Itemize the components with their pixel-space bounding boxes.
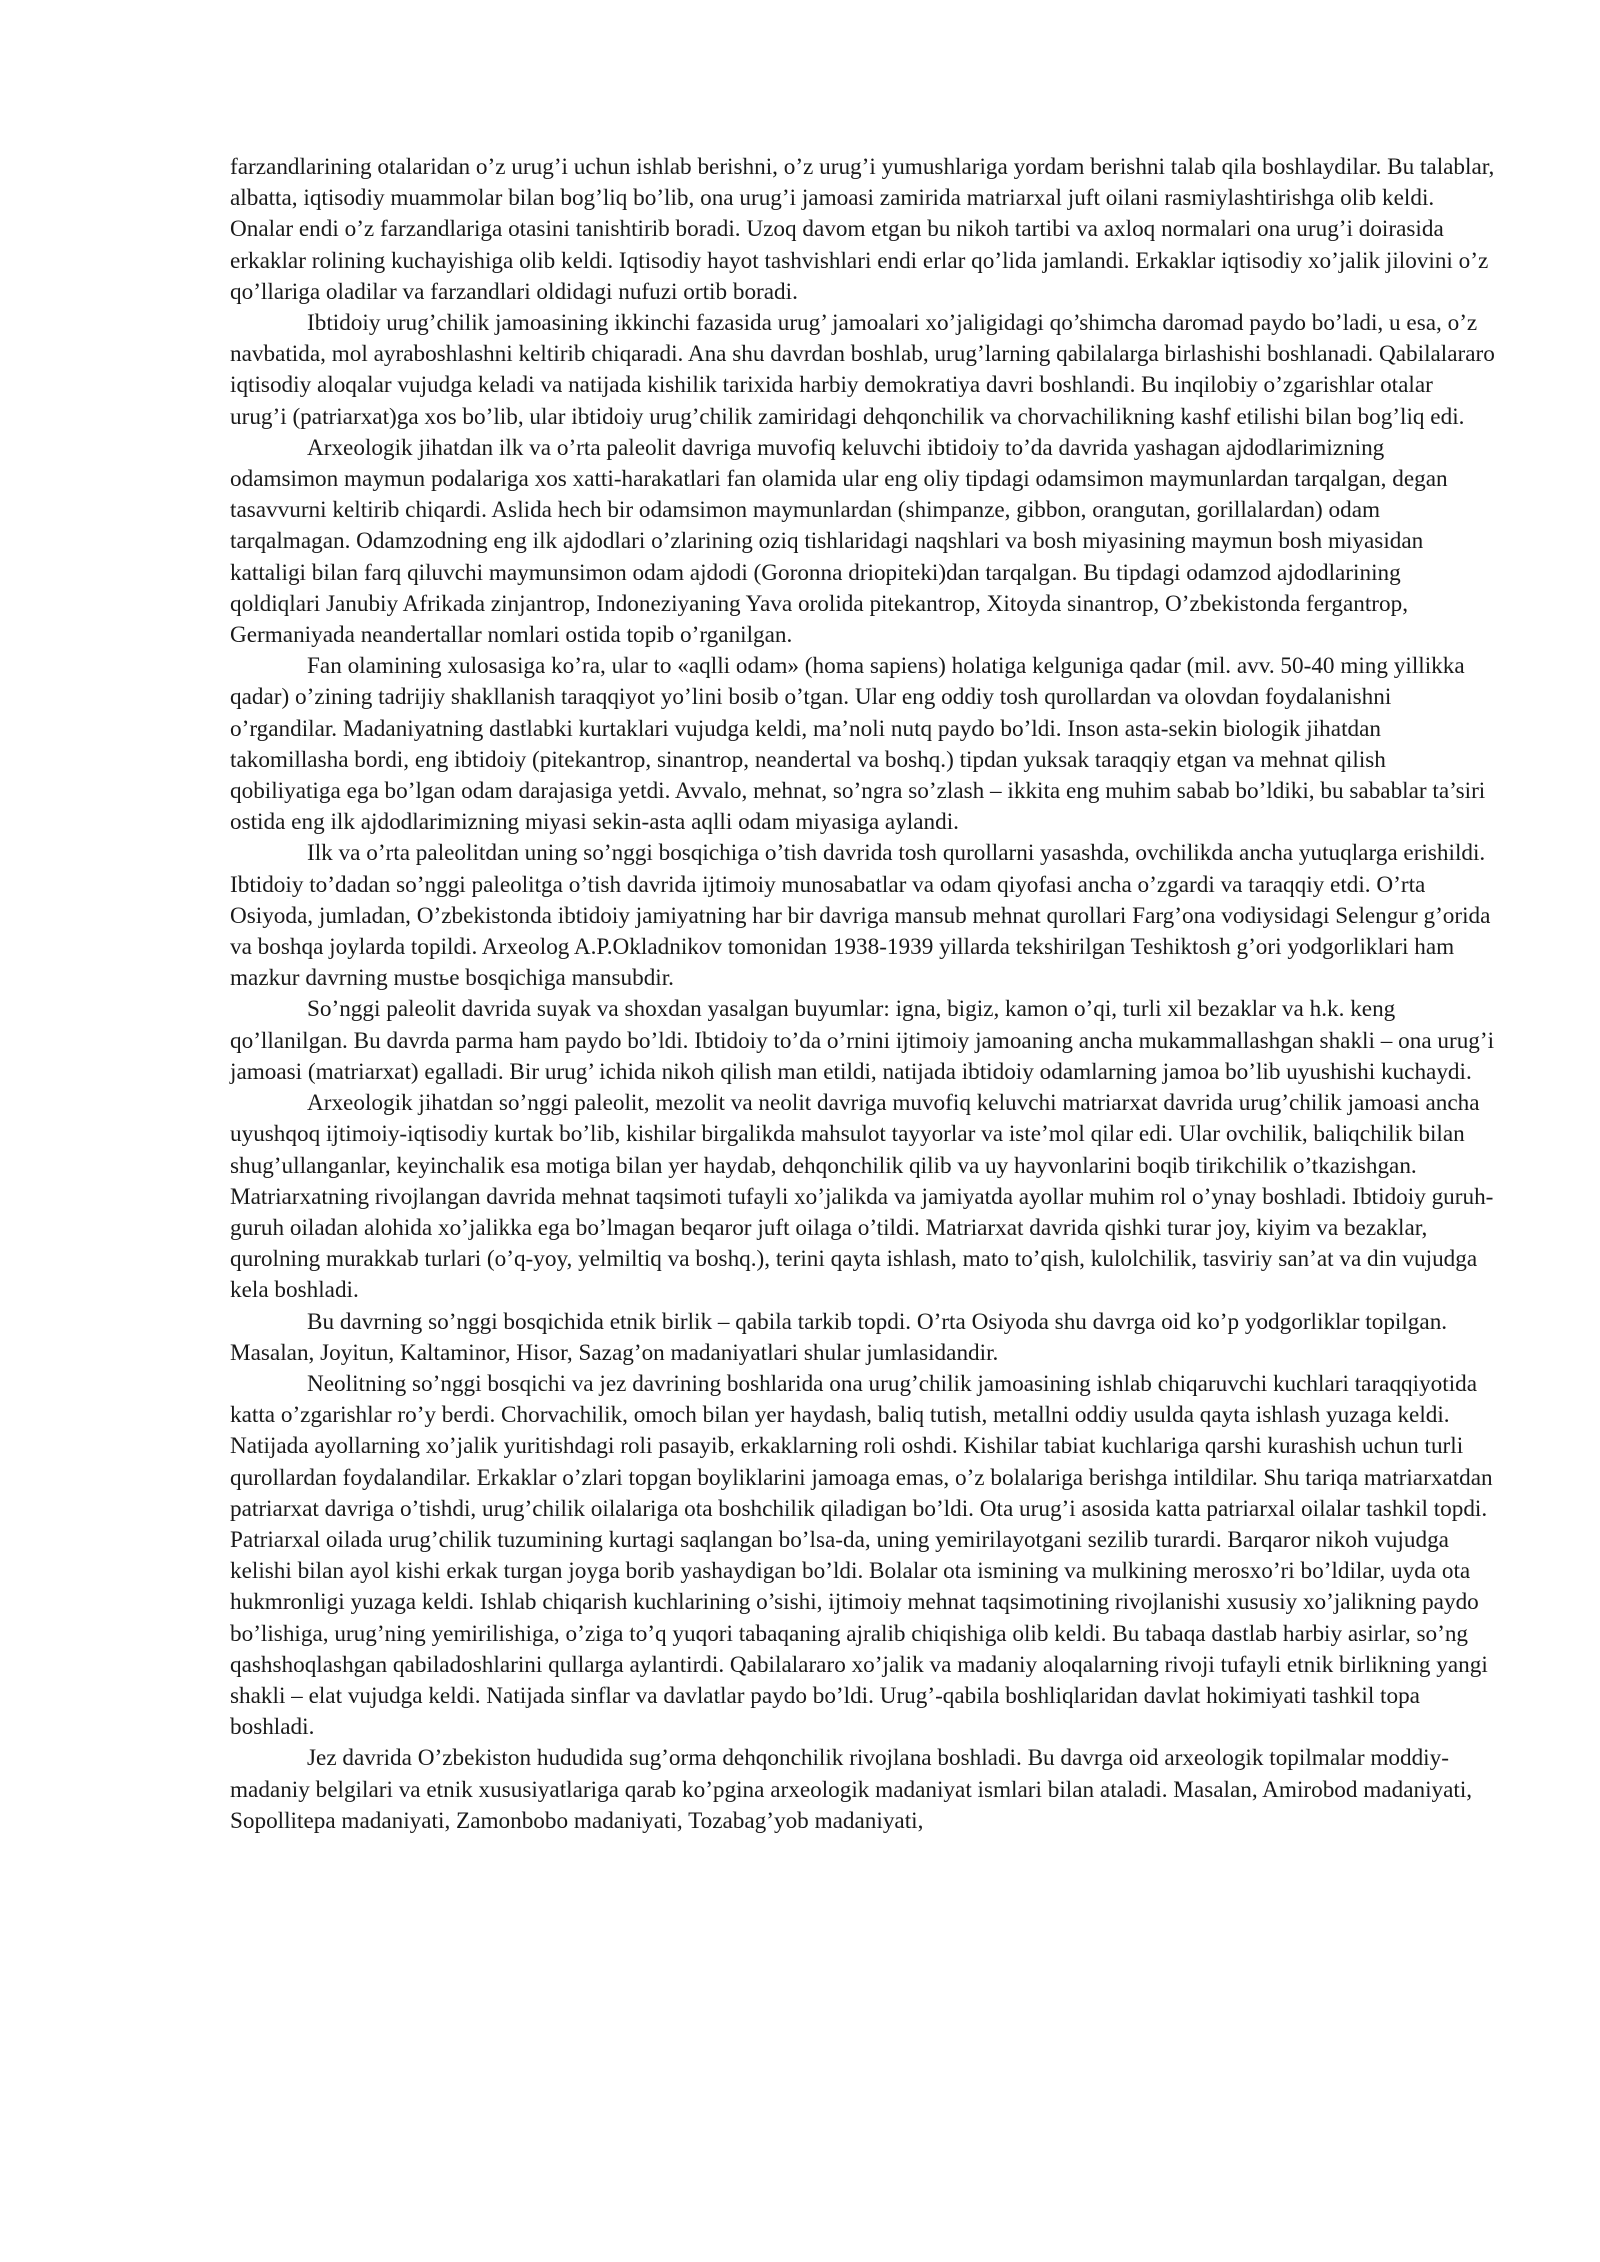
paragraph-qabila: Bu davrning so’nggi bosqichida etnik birlik – qabila tarkib topdi. O’rta Osiyoda shu davrga oid ko’p yodgorliklar topilgan. Masalan, Joyitun, Kaltaminor, Hisor, Sazag’on madaniyatlari shular jumlasidandir. <box>230 1308 1448 1366</box>
paragraph-paleolit: Arxeologik jihatdan ilk va o’rta paleolit davriga muvofiq keluvchi ibtidoiy to’da davrida yashagan ajdodlarimizning odamsimon maymun podalariga xos xatti-harakatlari fan olamida ular eng oliy tipdagi odamsimon maymunlardan tarqalgan, degan tasavvurni keltirib chiqardi. Aslida hech bir odamsimon maymunlardan (shimpanze, gibbon, orangutan, gorillalardan) odam tarqalmagan. Odamzodning eng ilk ajdodlari o’zlarining oziq tishlaridagi naqshlari va bosh miyasining maymun bosh miyasidan kattaligi bilan farq qiluvchi maymunsimon odam ajdodi (Goronna driopiteki)dan tarqalgan. Bu tipdagi odamzod ajdodlarining qoldiqlari Janubiy Afrikada zinjantrop, Indoneziyaning Yava orolida pitekantrop, Xitoyda sinantrop, O’zbekistonda fergantrop, Germaniyada neandertallar nomlari ostida topib o’rganilgan. <box>230 434 1448 649</box>
paragraph-matriarxat: Arxeologik jihatdan so’nggi paleolit, mezolit va neolit davriga muvofiq keluvchi matriarxat davrida urug’chilik jamoasi ancha uyushqoq ijtimoiy-iqtisodiy kurtak bo’lib, kishilar birgalikda mahsulot tayyorlar va iste’mol qilar edi. Ular ovchilik, baliqchilik bilan shug’ullanganlar, keyinchalik esa motiga bilan yer haydab, dehqonchilik qilib va uy hayvonlarini boqib tirikchilik o’tkazishgan. Matriarxatning rivojlangan davrida mehnat taqsimoti tufayli xo’jalikda va jamiyatda ayollar muhim rol o’ynay boshladi. Ibtidoiy guruh-guruh oiladan alohida xo’jalikka ega bo’lmagan beqaror juft oilaga o’tildi. Matriarxat davrida qishki turar joy, kiyim va bezaklar, qurolning murakkab turlari (o’q-yoy, yelmiltiq va boshq.), terini qayta ishlash, mato to’qish, kulolchilik, tasviriy san’at va din vujudga kela boshladi. <box>230 1090 1494 1304</box>
paragraph-aqlli-odam: Fan olamining xulosasiga ko’ra, ular to «aqlli odam» (homa sapiens) holatiga kelguniga qadar (mil. avv. 50-40 ming yillikka qadar) o’zining tadrijiy shakllanish taraqqiyot yo’lini bosib o’tgan. Ular eng oddiy tosh qurollardan va olovdan foydalanishni o’rgandilar. Madaniyatning dastlabki kurtaklari vujudga keldi, ma’noli nutq paydo bo’ldi. Inson asta-sekin biologik jihatdan takomillasha bordi, eng ibtidoiy (pitekantrop, sinantrop, neandertal va boshq.) tipdan yuksak taraqqiy etgan va mehnat qilish qobiliyatiga ega bo’lgan odam darajasiga yetdi. Avvalo, mehnat, so’ngra so’zlash – ikkita eng muhim sabab bo’ldiki, bu sabablar ta’siri ostida eng ilk ajdodlarimizning miyasi sekin-asta aqlli odam miyasiga aylandi. <box>230 653 1486 836</box>
paragraph-ilk-orta-paleolit: Ilk va o’rta paleolitdan uning so’nggi bosqichiga o’tish davrida tosh qurollarni yasashda, ovchilikda ancha yutuqlarga erishildi. Ibtidoiy to’dadan so’nggi paleolitga o’tish davrida ijtimoiy munosabatlar va odam qiyofasi ancha o’zgardi va taraqqiy etdi. O’rta Osiyoda, jumladan, O’zbekistonda ibtidoiy jamiyatning har bir davriga mansub mehnat qurollari Farg’ona vodiysidagi Selengur g’orida va boshqa joylarda topildi. Arxeolog A.P.Okladnikov tomonidan 1938-1939 yillarda tekshirilgan Teshiktosh g’ori yodgorliklari ham mazkur davrning mustьe bosqichiga mansubdir. <box>230 840 1491 992</box>
paragraph-continuation: farzandlarining otalaridan o’z urug’i uchun ishlab berishni, o’z urug’i yumushlariga yordam berishni talab qila boshlaydilar. Bu talablar, albatta, iqtisodiy muammolar bilan bog’liq bo’lib, ona urug’i jamoasi zamirida matriarxal juft oilani rasmiylashtirishga olib keldi. Onalar endi o’z farzandlariga otasini tanishtirib boradi. Uzoq davom etgan bu nikoh tartibi va axloq normalari ona urug’i doirasida erkaklar rolining kuchayishiga olib keldi. Iqtisodiy hayot tashvishlari endi erlar qo’lida jamlandi. Erkaklar iqtisodiy xo’jalik jilovini o’z qo’llariga oladilar va farzandlari oldidagi nufuzi ortib boradi. <box>230 154 1495 305</box>
paragraph-songgi-paleolit: So’nggi paleolit davrida suyak va shoxdan yasalgan buyumlar: igna, bigiz, kamon o’qi, turli xil bezaklar va h.k. keng qo’llanilgan. Bu davrda parma ham paydo bo’ldi. Ibtidoiy to’da o’rnini ijtimoiy jamoaning ancha mukammallashgan shakli – ona urug’i jamoasi (matriarxat) egalladi. Bir urug’ ichida nikoh qilish man etildi, natijada ibtidoiy odamlarning jamoa bo’lib uyushishi kuchaydi. <box>230 996 1495 1085</box>
paragraph-urug-jamoasi: Ibtidoiy urug’chilik jamoasining ikkinchi fazasida urug’ jamoalari xo’jaligidagi qo’shimcha daromad paydo bo’ladi, u esa, o’z navbatida, mol ayraboshlashni keltirib chiqaradi. Ana shu davrdan boshlab, urug’larning qabilalarga birlashishi boshlanadi. Qabilalararo iqtisodiy aloqalar vujudga keladi va natijada kishilik tarixida harbiy demokratiya davri boshlandi. Bu inqilobiy o’zgarishlar otalar urug’i (patriarxat)ga xos bo’lib, ular ibtidoiy urug’chilik zamiridagi dehqonchilik va chorvachilikning kashf etilishi bilan bog’liq edi. <box>230 310 1495 430</box>
document-page <box>230 152 1495 1837</box>
paragraph-jez-davri: Jez davrida O’zbekiston hududida sug’orma dehqonchilik rivojlana boshladi. Bu davrga oid arxeologik topilmalar moddiy-madaniy belgilari va etnik xususiyatlariga qarab ko’pgina arxeologik madaniyat ismlari bilan ataladi. Masalan, Amirobod madaniyati, Sopollitepa madaniyati, Zamonbobo madaniyati, Tozabag’yob madaniyati, <box>230 1745 1473 1834</box>
paragraph-neolit-jez: Neolitning so’nggi bosqichi va jez davrining boshlarida ona urug’chilik jamoasining ishlab chiqaruvchi kuchlari taraqqiyotida katta o’zgarishlar ro’y berdi. Chorvachilik, omoch bilan yer haydash, baliq tutish, metallni oddiy usulda qayta ishlash yuzaga keldi. Natijada ayollarning xo’jalik yuritishdagi roli pasayib, erkaklarning roli oshdi. Kishilar tabiat kuchlariga qarshi kurashish uchun turli qurollardan foydalandilar. Erkaklar o’zlari topgan boyliklarini jamoaga emas, o’z bolalariga berishga intildilar. Shu tariqa matriarxatdan patriarxat davriga o’tishdi, urug’chilik oilalariga ota boshchilik qiladigan bo’ldi. Ota urug’i asosida katta patriarxal oilalar tashkil topdi. Patriarxal oilada urug’chilik tuzumining kurtagi saqlangan bo’lsa-da, uning yemirilayotgani sezilib turardi. Barqaror nikoh vujudga kelishi bilan ayol kishi erkak turgan joyga borib yashaydigan bo’ldi. Bolalar ota ismining va mulkining merosxo’ri bo’ldilar, uyda ota hukmronligi yuzaga keldi. Ishlab chiqarish kuchlarining o’sishi, ijtimoiy mehnat taqsimotining rivojlanishi xususiy xo’jalikning paydo bo’lishiga, urug’ning yemirilishiga, o’ziga to’q yuqori tabaqaning ajralib chiqishiga olib keldi. Bu tabaqa dastlab harbiy asirlar, so’ng qashshoqlashgan qabiladoshlarini qullarga aylantirdi. Qabilalararo xo’jalik va madaniy aloqalarning rivoji tufayli etnik birlikning yangi shakli – elat vujudga keldi. Natijada sinflar va davlatlar paydo bo’ldi. Urug’-qabila boshliqlaridan davlat hokimiyati tashkil topa boshladi. <box>230 1370 1493 1741</box>
